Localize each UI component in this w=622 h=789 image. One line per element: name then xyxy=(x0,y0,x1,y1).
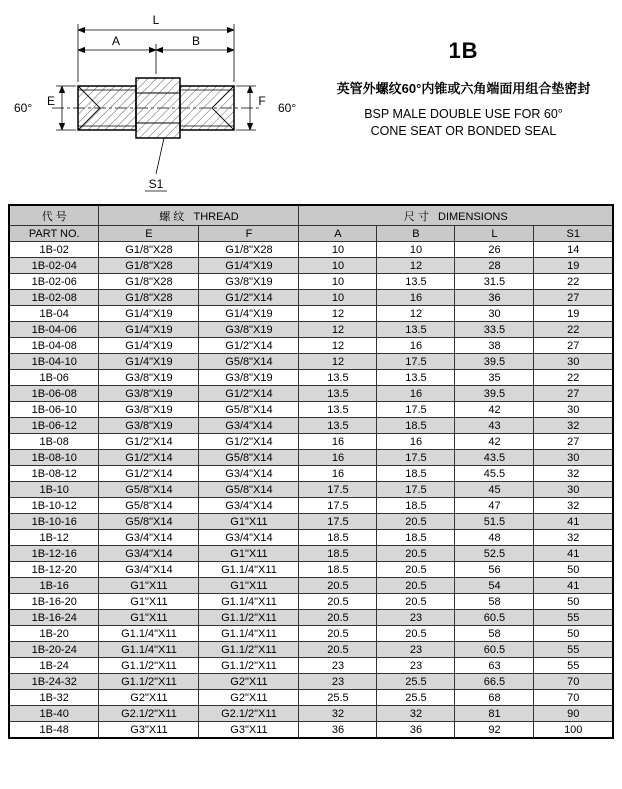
table-header-row-group xyxy=(9,205,613,226)
dim-a-cell: 18.5 xyxy=(299,530,377,546)
thread-f-cell: G1/2"X14 xyxy=(199,338,299,354)
dim-a-cell: 23 xyxy=(299,658,377,674)
dim-b-cell: 23 xyxy=(377,642,455,658)
dim-l-cell: 30 xyxy=(455,306,534,322)
table-row xyxy=(9,370,613,386)
part-no-cell: 1B-06-08 xyxy=(9,386,99,402)
table-row xyxy=(9,482,613,498)
thread-e-cell: G1/8"X28 xyxy=(99,274,199,290)
thread-e-cell: G1/2"X14 xyxy=(99,466,199,482)
header-part-no-en: PART NO. xyxy=(9,226,99,242)
dimensions-table xyxy=(8,204,614,739)
thread-e-cell: G3/4"X14 xyxy=(99,546,199,562)
dim-l-cell: 48 xyxy=(455,530,534,546)
dim-s1-cell: 32 xyxy=(534,466,613,482)
dim-b-cell: 20.5 xyxy=(377,546,455,562)
thread-e-cell: G5/8"X14 xyxy=(99,514,199,530)
dim-a-label: A xyxy=(111,34,121,48)
thread-f-cell: G5/8"X14 xyxy=(199,482,299,498)
dim-a-cell: 17.5 xyxy=(299,482,377,498)
dim-l-cell: 39.5 xyxy=(455,354,534,370)
thread-e-cell: G3/4"X14 xyxy=(99,562,199,578)
angle-left-label: 60° xyxy=(14,101,33,115)
dim-b-cell: 16 xyxy=(377,434,455,450)
table-row xyxy=(9,706,613,722)
dim-l-cell: 45.5 xyxy=(455,466,534,482)
thread-f-cell: G1/2"X14 xyxy=(199,386,299,402)
table-row xyxy=(9,258,613,274)
dim-s1-cell: 14 xyxy=(534,242,613,258)
dim-a-cell: 20.5 xyxy=(299,578,377,594)
dim-s1-cell: 27 xyxy=(534,338,613,354)
dim-a-cell: 12 xyxy=(299,322,377,338)
thread-e-cell: G1"X11 xyxy=(99,610,199,626)
table-row xyxy=(9,274,613,290)
dim-l-cell: 42 xyxy=(455,402,534,418)
dim-b-cell: 32 xyxy=(377,706,455,722)
table-row xyxy=(9,466,613,482)
dim-b-cell: 20.5 xyxy=(377,562,455,578)
header-dims-cn: 尺 寸 xyxy=(403,210,429,223)
table-row xyxy=(9,242,613,258)
dim-a-cell: 13.5 xyxy=(299,370,377,386)
dim-s1-cell: 30 xyxy=(534,482,613,498)
table-row xyxy=(9,434,613,450)
dim-s1-cell: 55 xyxy=(534,658,613,674)
description-english-line2: CONE SEAT OR BONDED SEAL xyxy=(370,123,557,138)
table-row xyxy=(9,338,613,354)
dim-b-cell: 20.5 xyxy=(377,578,455,594)
dim-ab-lines xyxy=(78,44,234,74)
thread-e-cell: G3"X11 xyxy=(99,722,199,739)
part-no-cell: 1B-10-12 xyxy=(9,498,99,514)
header-dimensions-group xyxy=(299,205,613,226)
dim-l-cell: 54 xyxy=(455,578,534,594)
dim-a-cell: 13.5 xyxy=(299,402,377,418)
table-row xyxy=(9,546,613,562)
thread-e-cell: G1"X11 xyxy=(99,578,199,594)
dim-b-cell: 18.5 xyxy=(377,530,455,546)
table-row xyxy=(9,530,613,546)
dim-b-cell: 10 xyxy=(377,242,455,258)
dim-s1-cell: 27 xyxy=(534,434,613,450)
thread-e-cell: G1.1/4"X11 xyxy=(99,626,199,642)
dim-s1-cell: 27 xyxy=(534,290,613,306)
dim-a-cell: 10 xyxy=(299,242,377,258)
dim-s1-cell: 32 xyxy=(534,418,613,434)
thread-f-cell: G1/4"X19 xyxy=(199,258,299,274)
thread-f-cell: G3/8"X19 xyxy=(199,274,299,290)
table-row xyxy=(9,322,613,338)
dim-s1-cell: 55 xyxy=(534,610,613,626)
thread-e-cell: G1/4"X19 xyxy=(99,306,199,322)
dim-b-cell: 17.5 xyxy=(377,482,455,498)
dim-a-cell: 36 xyxy=(299,722,377,739)
thread-f-cell: G1.1/4"X11 xyxy=(199,594,299,610)
dim-s1-cell: 90 xyxy=(534,706,613,722)
part-no-cell: 1B-40 xyxy=(9,706,99,722)
thread-e-cell: G3/8"X19 xyxy=(99,370,199,386)
dim-b-cell: 13.5 xyxy=(377,370,455,386)
thread-f-cell: G1/2"X14 xyxy=(199,434,299,450)
dim-a-cell: 20.5 xyxy=(299,642,377,658)
header-part-no-cn: 代 号 xyxy=(9,205,99,226)
dim-s1-cell: 70 xyxy=(534,690,613,706)
part-no-cell: 1B-16-20 xyxy=(9,594,99,610)
thread-f-cell: G1"X11 xyxy=(199,514,299,530)
dim-b-cell: 12 xyxy=(377,306,455,322)
dim-l-cell: 60.5 xyxy=(455,642,534,658)
dim-s1-cell: 41 xyxy=(534,546,613,562)
thread-e-cell: G1.1/4"X11 xyxy=(99,642,199,658)
dim-a-cell: 13.5 xyxy=(299,418,377,434)
thread-e-cell: G1.1/2"X11 xyxy=(99,674,199,690)
part-no-cell: 1B-08 xyxy=(9,434,99,450)
thread-e-cell: G5/8"X14 xyxy=(99,498,199,514)
part-no-cell: 1B-02-08 xyxy=(9,290,99,306)
dim-b-cell: 18.5 xyxy=(377,466,455,482)
table-row xyxy=(9,402,613,418)
hex-section xyxy=(136,78,180,138)
table-row xyxy=(9,306,613,322)
right-thread-section xyxy=(180,86,234,130)
table-row xyxy=(9,642,613,658)
dim-b-cell: 20.5 xyxy=(377,626,455,642)
part-no-cell: 1B-06-10 xyxy=(9,402,99,418)
dim-l-cell: 56 xyxy=(455,562,534,578)
dim-a-cell: 10 xyxy=(299,258,377,274)
page-header xyxy=(0,4,622,204)
table-row xyxy=(9,578,613,594)
table-row xyxy=(9,514,613,530)
dim-s1-cell: 50 xyxy=(534,626,613,642)
thread-f-cell: G1/2"X14 xyxy=(199,290,299,306)
dim-b-cell: 13.5 xyxy=(377,274,455,290)
thread-e-cell: G2.1/2"X11 xyxy=(99,706,199,722)
fitting-section-drawing xyxy=(6,8,311,203)
dim-a-cell: 20.5 xyxy=(299,610,377,626)
part-no-cell: 1B-12-20 xyxy=(9,562,99,578)
dim-a-cell: 13.5 xyxy=(299,386,377,402)
table-row xyxy=(9,290,613,306)
dim-s1-cell: 32 xyxy=(534,498,613,514)
thread-e-cell: G1/4"X19 xyxy=(99,338,199,354)
thread-e-cell: G1.1/2"X11 xyxy=(99,658,199,674)
description-english-line1: BSP MALE DOUBLE USE FOR 60° xyxy=(364,107,563,121)
dim-s1-cell: 27 xyxy=(534,386,613,402)
header-col-b: B xyxy=(377,226,455,242)
dim-a-cell: 17.5 xyxy=(299,498,377,514)
dim-s1-cell: 41 xyxy=(534,578,613,594)
thread-f-cell: G1/4"X19 xyxy=(199,306,299,322)
dim-b-cell: 23 xyxy=(377,610,455,626)
table-row xyxy=(9,386,613,402)
dim-l-cell: 92 xyxy=(455,722,534,739)
thread-e-cell: G1/4"X19 xyxy=(99,354,199,370)
dim-l-cell: 42 xyxy=(455,434,534,450)
dim-l-cell: 60.5 xyxy=(455,610,534,626)
dim-a-cell: 16 xyxy=(299,434,377,450)
thread-f-cell: G1/8"X28 xyxy=(199,242,299,258)
dim-l-cell: 81 xyxy=(455,706,534,722)
dim-b-label: B xyxy=(191,34,201,48)
angle-right-label: 60° xyxy=(278,101,297,115)
table-row xyxy=(9,674,613,690)
part-no-cell: 1B-16 xyxy=(9,578,99,594)
dim-l-cell: 35 xyxy=(455,370,534,386)
dim-a-cell: 16 xyxy=(299,450,377,466)
table-header-row-columns xyxy=(9,226,613,242)
part-no-cell: 1B-02 xyxy=(9,242,99,258)
dim-l-cell: 26 xyxy=(455,242,534,258)
dim-s1-cell: 41 xyxy=(534,514,613,530)
dim-s1-cell: 30 xyxy=(534,402,613,418)
header-col-f: F xyxy=(199,226,299,242)
table-row xyxy=(9,658,613,674)
part-no-cell: 1B-02-06 xyxy=(9,274,99,290)
header-thread-group xyxy=(99,205,299,226)
dim-b-cell: 16 xyxy=(377,290,455,306)
part-no-cell: 1B-04-10 xyxy=(9,354,99,370)
dim-a-cell: 18.5 xyxy=(299,562,377,578)
left-thread-section xyxy=(78,86,136,130)
dim-s1-label: S1 xyxy=(148,177,164,191)
header-thread-en: THREAD xyxy=(193,210,239,223)
technical-drawing xyxy=(6,8,311,208)
part-no-cell: 1B-48 xyxy=(9,722,99,739)
part-no-cell: 1B-20-24 xyxy=(9,642,99,658)
dim-l-cell: 51.5 xyxy=(455,514,534,530)
dim-l-cell: 43 xyxy=(455,418,534,434)
dim-l-cell: 31.5 xyxy=(455,274,534,290)
thread-f-cell: G2.1/2"X11 xyxy=(199,706,299,722)
dim-s1-cell: 22 xyxy=(534,370,613,386)
part-no-cell: 1B-12 xyxy=(9,530,99,546)
part-no-cell: 1B-06-12 xyxy=(9,418,99,434)
dim-b-cell: 23 xyxy=(377,658,455,674)
dim-s1-cell: 32 xyxy=(534,530,613,546)
dim-l-cell: 33.5 xyxy=(455,322,534,338)
thread-f-cell: G1.1/2"X11 xyxy=(199,658,299,674)
thread-f-cell: G1.1/4"X11 xyxy=(199,626,299,642)
dim-a-cell: 32 xyxy=(299,706,377,722)
thread-f-cell: G1"X11 xyxy=(199,546,299,562)
thread-e-cell: G1/2"X14 xyxy=(99,434,199,450)
dim-a-cell: 10 xyxy=(299,290,377,306)
dim-b-cell: 12 xyxy=(377,258,455,274)
table-row xyxy=(9,418,613,434)
thread-f-cell: G3/4"X14 xyxy=(199,530,299,546)
s1-leader-line xyxy=(156,138,164,174)
dim-a-cell: 23 xyxy=(299,674,377,690)
part-no-cell: 1B-32 xyxy=(9,690,99,706)
dim-a-cell: 18.5 xyxy=(299,546,377,562)
part-no-cell: 1B-04-06 xyxy=(9,322,99,338)
table-row xyxy=(9,594,613,610)
thread-e-cell: G2"X11 xyxy=(99,690,199,706)
dim-l-cell: 66.5 xyxy=(455,674,534,690)
header-col-l: L xyxy=(455,226,534,242)
dim-s1-cell: 50 xyxy=(534,562,613,578)
thread-f-cell: G3/4"X14 xyxy=(199,498,299,514)
dim-l-label: L xyxy=(152,13,160,27)
dim-l-cell: 28 xyxy=(455,258,534,274)
thread-e-cell: G3/4"X14 xyxy=(99,530,199,546)
dim-s1-cell: 100 xyxy=(534,722,613,739)
thread-f-cell: G5/8"X14 xyxy=(199,450,299,466)
dim-a-cell: 20.5 xyxy=(299,626,377,642)
thread-f-cell: G3/8"X19 xyxy=(199,370,299,386)
thread-f-cell: G5/8"X14 xyxy=(199,402,299,418)
header-col-e: E xyxy=(99,226,199,242)
thread-e-cell: G1"X11 xyxy=(99,594,199,610)
dim-b-cell: 16 xyxy=(377,386,455,402)
dim-b-cell: 13.5 xyxy=(377,322,455,338)
thread-e-cell: G3/8"X19 xyxy=(99,402,199,418)
description-chinese: 英管外螺纹60°内锥或六角端面用组合垫密封 xyxy=(336,81,591,96)
dim-b-cell: 18.5 xyxy=(377,418,455,434)
dim-s1-cell: 19 xyxy=(534,306,613,322)
dim-b-cell: 18.5 xyxy=(377,498,455,514)
thread-f-cell: G3/4"X14 xyxy=(199,418,299,434)
dim-s1-cell: 30 xyxy=(534,450,613,466)
part-no-cell: 1B-08-12 xyxy=(9,466,99,482)
dim-b-cell: 17.5 xyxy=(377,354,455,370)
thread-f-cell: G2"X11 xyxy=(199,674,299,690)
part-no-cell: 1B-10-16 xyxy=(9,514,99,530)
thread-e-cell: G1/2"X14 xyxy=(99,450,199,466)
title-block xyxy=(311,8,616,140)
dim-l-cell: 45 xyxy=(455,482,534,498)
thread-f-cell: G1.1/4"X11 xyxy=(199,562,299,578)
dim-l-cell: 38 xyxy=(455,338,534,354)
part-no-cell: 1B-24 xyxy=(9,658,99,674)
header-dims-en: DIMENSIONS xyxy=(438,210,508,223)
thread-f-cell: G5/8"X14 xyxy=(199,354,299,370)
thread-e-cell: G3/8"X19 xyxy=(99,418,199,434)
dim-b-cell: 20.5 xyxy=(377,594,455,610)
dim-s1-cell: 50 xyxy=(534,594,613,610)
thread-f-cell: G3"X11 xyxy=(199,722,299,739)
header-col-s1: S1 xyxy=(534,226,613,242)
series-title: 1B xyxy=(448,38,479,63)
dim-s1-cell: 30 xyxy=(534,354,613,370)
table-row xyxy=(9,626,613,642)
dim-a-cell: 17.5 xyxy=(299,514,377,530)
table-row xyxy=(9,354,613,370)
thread-f-cell: G3/4"X14 xyxy=(199,466,299,482)
dim-a-cell: 12 xyxy=(299,306,377,322)
table-row xyxy=(9,690,613,706)
thread-f-cell: G1.1/2"X11 xyxy=(199,642,299,658)
dim-e-label: E xyxy=(46,94,56,108)
dim-b-cell: 25.5 xyxy=(377,690,455,706)
thread-e-cell: G1/8"X28 xyxy=(99,290,199,306)
dim-s1-cell: 22 xyxy=(534,274,613,290)
part-no-cell: 1B-06 xyxy=(9,370,99,386)
dim-f-label: F xyxy=(258,94,266,108)
dim-a-cell: 20.5 xyxy=(299,594,377,610)
dim-s1-cell: 55 xyxy=(534,642,613,658)
part-no-cell: 1B-02-04 xyxy=(9,258,99,274)
thread-e-cell: G1/4"X19 xyxy=(99,322,199,338)
thread-e-cell: G5/8"X14 xyxy=(99,482,199,498)
dim-l-cell: 63 xyxy=(455,658,534,674)
dim-l-cell: 36 xyxy=(455,290,534,306)
dim-a-cell: 25.5 xyxy=(299,690,377,706)
dim-l-cell: 47 xyxy=(455,498,534,514)
dim-s1-cell: 19 xyxy=(534,258,613,274)
header-col-a: A xyxy=(299,226,377,242)
thread-e-cell: G3/8"X19 xyxy=(99,386,199,402)
dim-b-cell: 16 xyxy=(377,338,455,354)
part-no-cell: 1B-04 xyxy=(9,306,99,322)
header-thread-cn: 螺 纹 xyxy=(159,210,185,223)
thread-f-cell: G1"X11 xyxy=(199,578,299,594)
table-row xyxy=(9,722,613,739)
table-row xyxy=(9,450,613,466)
fitting-body xyxy=(78,78,234,138)
dim-s1-cell: 22 xyxy=(534,322,613,338)
dim-s1-cell: 70 xyxy=(534,674,613,690)
dim-b-cell: 36 xyxy=(377,722,455,739)
thread-e-cell: G1/8"X28 xyxy=(99,258,199,274)
dim-l-cell: 39.5 xyxy=(455,386,534,402)
dim-b-cell: 17.5 xyxy=(377,450,455,466)
part-no-cell: 1B-20 xyxy=(9,626,99,642)
part-no-cell: 1B-16-24 xyxy=(9,610,99,626)
dim-l-cell: 58 xyxy=(455,594,534,610)
dim-b-cell: 25.5 xyxy=(377,674,455,690)
dim-l-cell: 43.5 xyxy=(455,450,534,466)
table-body xyxy=(9,242,613,739)
dim-b-cell: 17.5 xyxy=(377,402,455,418)
dim-l-cell: 68 xyxy=(455,690,534,706)
part-no-cell: 1B-12-16 xyxy=(9,546,99,562)
part-no-cell: 1B-24-32 xyxy=(9,674,99,690)
thread-f-cell: G1.1/2"X11 xyxy=(199,610,299,626)
dim-a-cell: 10 xyxy=(299,274,377,290)
table-row xyxy=(9,562,613,578)
thread-f-cell: G2"X11 xyxy=(199,690,299,706)
dim-l-cell: 52.5 xyxy=(455,546,534,562)
dim-b-cell: 20.5 xyxy=(377,514,455,530)
table-row xyxy=(9,610,613,626)
dim-l-cell: 58 xyxy=(455,626,534,642)
thread-f-cell: G3/8"X19 xyxy=(199,322,299,338)
table-row xyxy=(9,498,613,514)
dim-a-cell: 12 xyxy=(299,338,377,354)
part-no-cell: 1B-04-08 xyxy=(9,338,99,354)
part-no-cell: 1B-10 xyxy=(9,482,99,498)
thread-e-cell: G1/8"X28 xyxy=(99,242,199,258)
part-no-cell: 1B-08-10 xyxy=(9,450,99,466)
dim-a-cell: 16 xyxy=(299,466,377,482)
dim-a-cell: 12 xyxy=(299,354,377,370)
